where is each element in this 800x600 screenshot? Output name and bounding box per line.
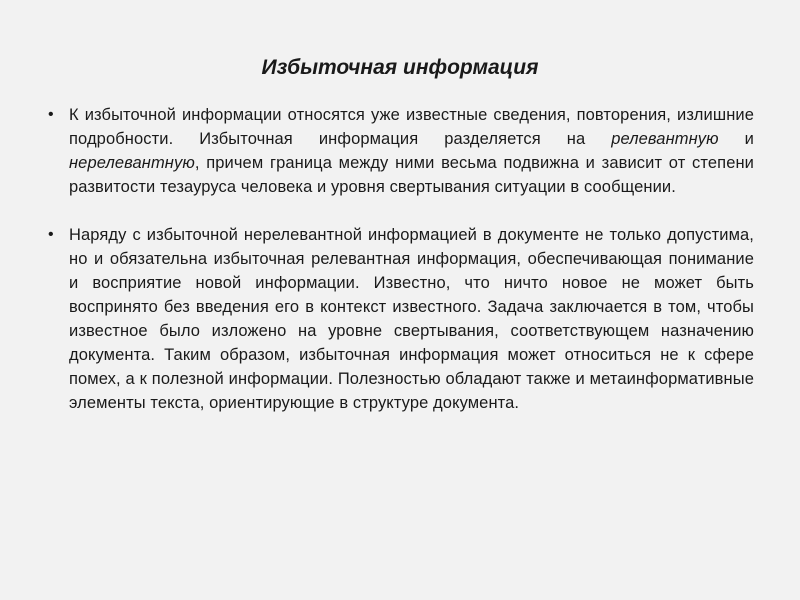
bullet-list xyxy=(48,103,754,439)
bullet-item-1 xyxy=(48,103,754,199)
bullet-1-emphasis-irrelevant: нерелевантную xyxy=(69,154,195,172)
bullet-1-part-2: и xyxy=(718,130,754,148)
bullet-text-1 xyxy=(69,103,754,199)
bullet-dot-icon: • xyxy=(48,106,54,123)
slide-title: Избыточная информация xyxy=(261,56,539,79)
bullet-text-2: Наряду с избыточной нерелевантной информацией в документе не только допустима, но и обязательна избыточная релевантная информация, обеспечивающая понимание и восприятие новой информации. Известно, что ничто новое не может быть воспринято без введения его в контекст известного. Задача заключается в том, чтобы известное было изложено на уровне свертывания, соответствующем назначению документа. Таким образом, избыточная информация может относиться не к сфере помех, а к полезной информации. Полезностью обладают также и метаинформативные элементы текста, ориентирующие в структуре документа. xyxy=(69,226,754,412)
bullet-item-2 xyxy=(48,223,754,415)
bullet-1-part-1: К избыточной информации относятся уже известные сведения, повторения, излишние подробности. Избыточная информация разделяется на xyxy=(69,106,754,148)
bullet-dot-icon: • xyxy=(48,226,54,243)
bullet-1-part-3: , причем граница между ними весьма подвижна и зависит от степени развитости тезауруса человека и уровня свертывания ситуации в сообщении. xyxy=(69,154,754,196)
bullet-1-emphasis-relevant: релевантную xyxy=(611,130,719,148)
